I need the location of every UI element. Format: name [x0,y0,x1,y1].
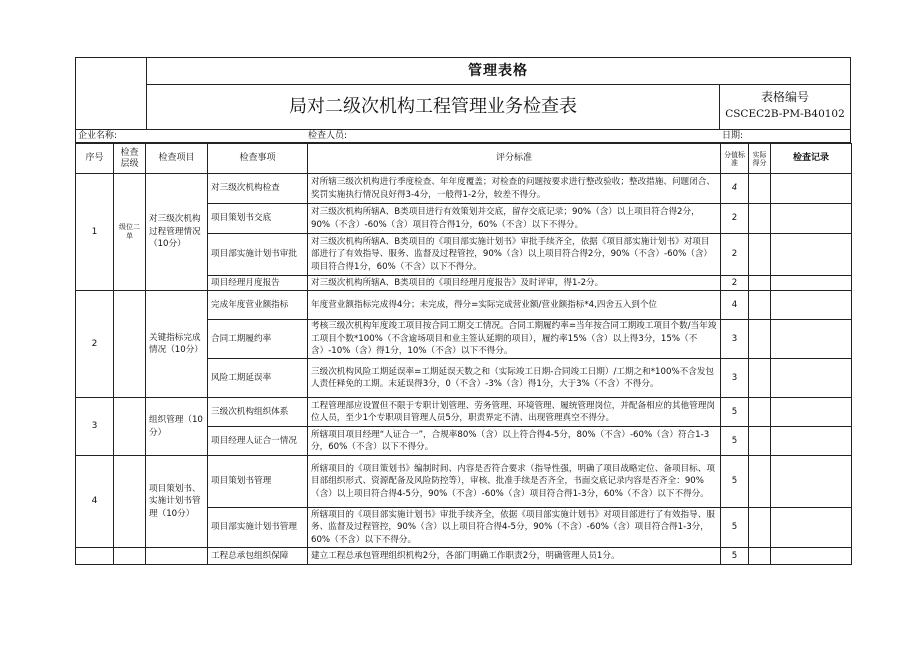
row-matter: 风险工期延误率 [208,359,308,398]
row-criteria: 对三级次机构所辖A、B类项目的《项目经理月度报告》及时评审，得1-2分。 [308,276,721,291]
row-matter: 合同工期履约率 [208,320,308,359]
row-criteria: 所辖项目的《项目部实施计划书》审批手续齐全，依据《项目部实施计划书》对项目部进行了有效指导、服务、监督及过程管控，90%（含）以上项目符合得4-5分，90%（不含）-60%（含）项目符合得1-3分，60%（不含）以下不得分。 [308,508,721,548]
row-record[interactable] [771,508,852,548]
row-standard-score: 4 [721,291,749,320]
row-criteria: 所辖项目的《项目策划书》编制时间、内容是否符合要求（指导性强，明确了项目战略定位、备项目标、项目部组织形式、资源配备及风险防控等），审核、批准手续是否齐全，书面交底记录内容是否齐全：90%（含）以上项目符合得4-5分，90%（不含）-60%（含）项目符合得1-3分，60%（不含）以下不得分。 [308,456,721,508]
row-level: 级位二单 [114,174,146,291]
row-standard-score: 5 [721,456,749,508]
row-item: 项目策划书、实施计划书管理（10分） [146,456,208,548]
row-level [114,398,146,456]
row-matter: 项目策划书交底 [208,204,308,234]
row-criteria: 对三级次机构所辖A、B类项目的《项目部实施计划书》审批手续齐全，依据《项目部实施计划书》对项目部进行了有效指导、服务、监督及过程管控，90%（含）以上项目符合得2分，90%（不含）-60%（含）项目符合得1分，60%（不含）以下不得分。 [308,234,721,276]
row-item: 对三级次机构过程管理情况（10分） [146,174,208,291]
col-seq: 序号 [76,144,114,174]
row-standard-score: 3 [721,320,749,359]
row-matter: 项目部实施计划书审批 [208,234,308,276]
row-record[interactable] [771,291,852,320]
row-standard-score: 2 [721,204,749,234]
row-item: 关键指标完成情况（10分） [146,291,208,398]
table-row [76,291,852,320]
row-record[interactable] [771,276,852,291]
row-actual-score[interactable] [749,320,771,359]
row-matter: 三级次机构组织体系 [208,398,308,427]
row-record[interactable] [771,548,852,565]
row-matter: 工程总承包组织保障 [208,548,308,565]
row-actual-score[interactable] [749,508,771,548]
row-actual-score[interactable] [749,427,771,456]
row-item [146,548,208,565]
row-standard-score: 3 [721,359,749,398]
row-standard-score: 5 [721,508,749,548]
row-record[interactable] [771,174,852,204]
form-label: 管理表格 [146,58,850,85]
row-criteria: 工程管理部应设置但不限于专职计划管理、劳务管理、环境管理、履统管理岗位，并配备相应的其他管理岗位人员，至少1个专职项目管理人员5分，职责界定不清、出现管理真空不得分。 [308,398,721,427]
row-record[interactable] [771,234,852,276]
company-name-label: 企业名称: [78,131,118,141]
col-matter: 检查事项 [208,144,308,174]
form-header [75,57,851,129]
inspector-label: 检查人员: [308,131,348,141]
row-standard-score: 2 [721,234,749,276]
row-criteria: 对所辖三级次机构进行季度检查、年年度覆盖；对检查的问题按要求进行整改验收；整改措施、问题闭合、奖罚实施执行情况良好得3-4分，一般得1-2分，较差不得分。 [308,174,721,204]
row-record[interactable] [771,398,852,427]
row-standard-score: 5 [721,548,749,565]
table-row [76,174,852,204]
col-standard-score: 分值标准 [721,144,749,174]
row-criteria: 三级次机构风险工期延误率=工期延误天数之和（实际竣工日期-合同竣工日期）/工期之和*100%不含发包人责任释免的工期。末延误得3分，0（不含）-3%（含）得1分，大于3%（不含）不得分。 [308,359,721,398]
row-actual-score[interactable] [749,204,771,234]
row-standard-score: 2 [721,276,749,291]
row-level [114,456,146,548]
row-item: 组织管理（10分） [146,398,208,456]
row-seq: 3 [76,398,114,456]
row-record[interactable] [771,204,852,234]
row-criteria: 年度营业额指标完成得4分；未完成，得分=实际完成营业额/营业额指标*4,四舍五入到个位 [308,291,721,320]
date-label: 日期: [722,131,744,141]
row-seq: 1 [76,174,114,291]
info-row [75,129,851,143]
row-seq [76,548,114,565]
row-actual-score[interactable] [749,398,771,427]
row-criteria: 考核三级次机构年度竣工项目按合同工期交工情况。合同工期履约率=当年按合同工期竣工项目个数/当年竣工项目个数*100%（不含逾场项目和业主签认延期的项目），履约率15%（含）以上得3分，15%（不含）-10%（含）得1分，10%（不含）以下不得分。 [308,320,721,359]
row-record[interactable] [771,359,852,398]
form-code-label: 表格编号 [760,90,809,104]
row-matter: 项目经理人证合一情况 [208,427,308,456]
row-actual-score[interactable] [749,174,771,204]
header-left-cell [76,58,147,129]
table-row [76,548,852,565]
row-level [114,291,146,398]
row-level [114,548,146,565]
row-criteria: 建立工程总承包管理组织机构2分，各部门明确工作职责2分，明确管理人员1分。 [308,548,721,565]
row-seq: 4 [76,456,114,548]
table-header-row [76,144,852,174]
row-matter: 完成年度营业额指标 [208,291,308,320]
form-title: 局对二级次机构工程管理业务检查表 [289,96,577,117]
row-actual-score[interactable] [749,291,771,320]
table-row [76,398,852,427]
row-actual-score[interactable] [749,359,771,398]
row-matter: 项目经理月度报告 [208,276,308,291]
row-matter: 项目策划书管理 [208,456,308,508]
col-level: 检查层级 [114,144,146,174]
row-standard-score: 5 [721,398,749,427]
form-code-value: CSCEC2B-PM-B40102 [725,108,845,120]
row-record[interactable] [771,320,852,359]
row-standard-score: 4 [721,174,749,204]
table-row [76,456,852,508]
row-criteria: 对三级次机构所辖A、B类项目进行有效策划并交底，留存交底记录；90%（含）以上项目符合得2分，90%（不含）-60%（含）项目符合得1分，60%（不含）以下不得分。 [308,204,721,234]
row-seq: 2 [76,291,114,398]
form-code-box [719,84,850,129]
col-actual-score: 实际得分 [749,144,771,174]
row-matter: 对三级次机构检查 [208,174,308,204]
col-criteria: 评分标准 [308,144,721,174]
row-actual-score[interactable] [749,276,771,291]
row-standard-score: 5 [721,427,749,456]
row-record[interactable] [771,427,852,456]
col-item: 检查项目 [146,144,208,174]
row-record[interactable] [771,456,852,508]
row-criteria: 所辖项目项目经理“人证合一”，合规率80%（含）以上符合得4-5分，80%（不含）-60%（含）符合1-3分，60%（不含）以下不得分。 [308,427,721,456]
row-actual-score[interactable] [749,456,771,508]
inspection-table [75,143,852,565]
row-matter: 项目部实施计划书管理 [208,508,308,548]
col-record: 检查记录 [771,144,852,174]
row-actual-score[interactable] [749,548,771,565]
row-actual-score[interactable] [749,234,771,276]
